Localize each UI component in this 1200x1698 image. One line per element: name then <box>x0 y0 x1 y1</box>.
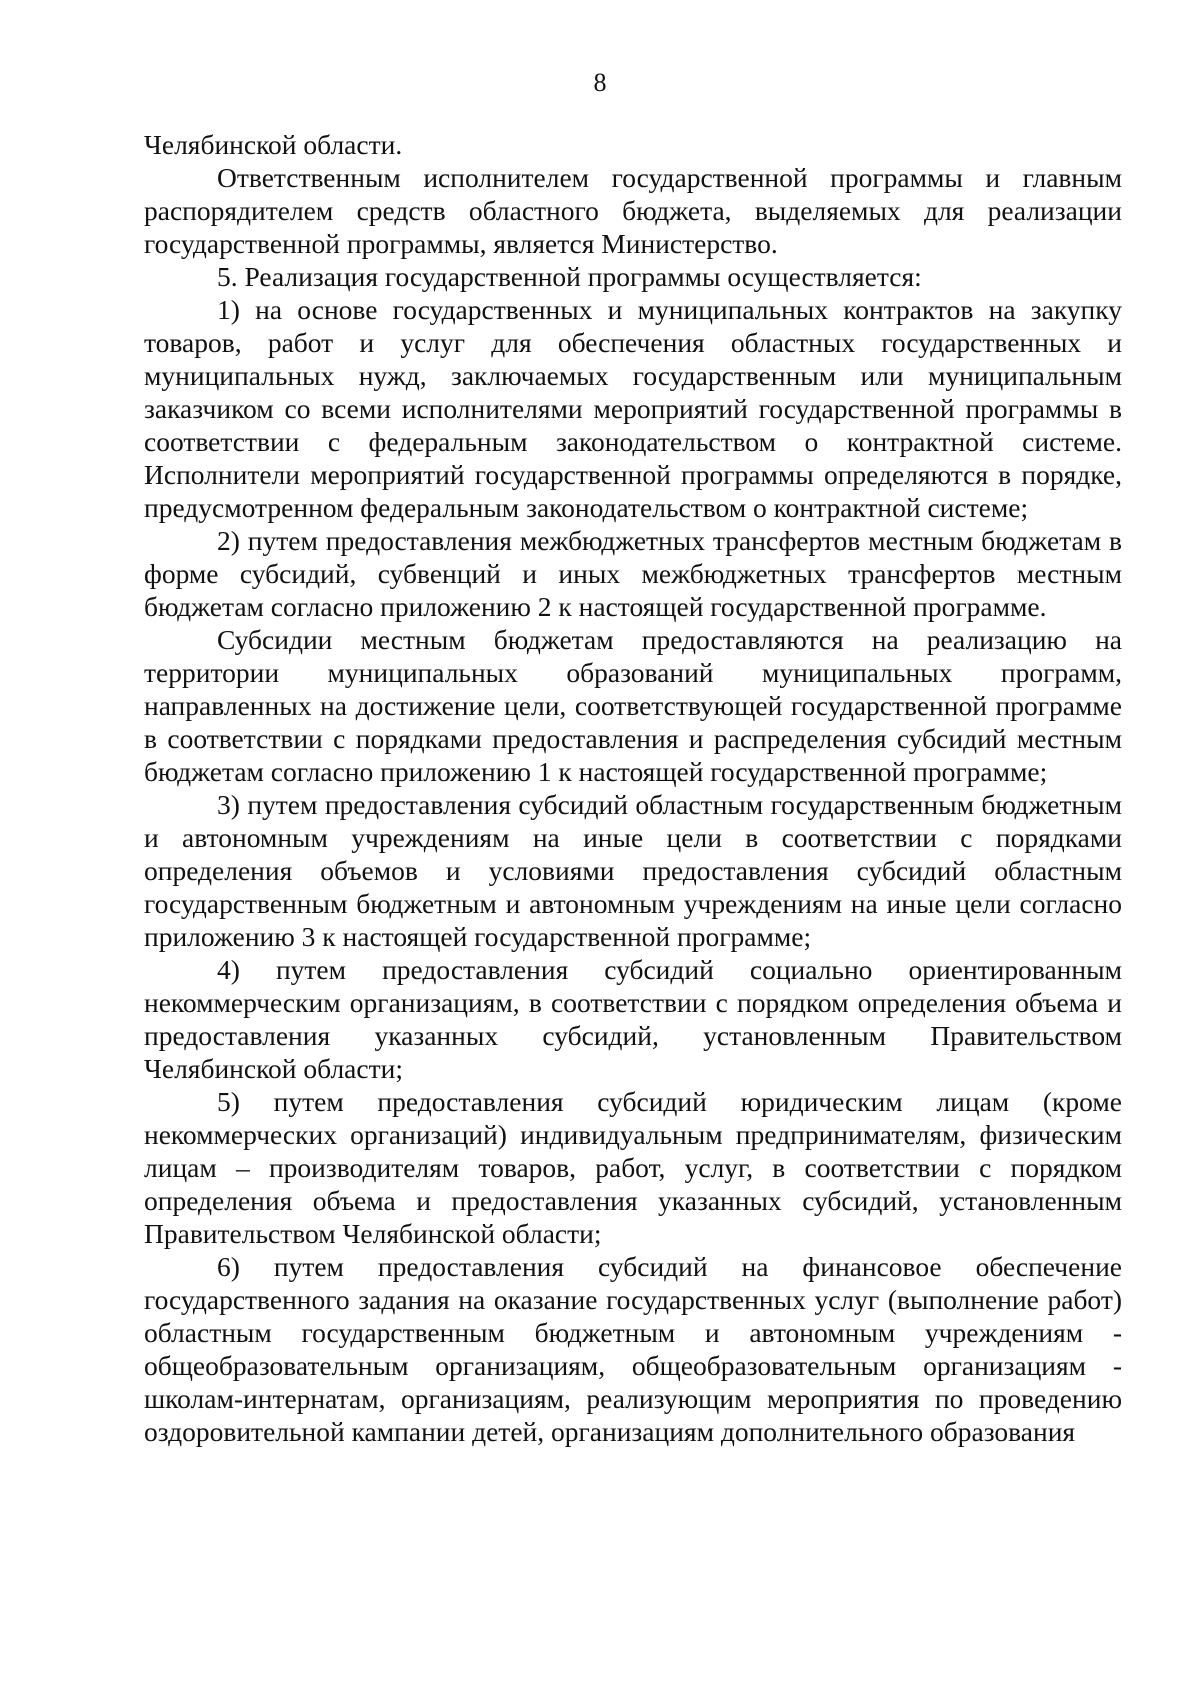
page-number: 8 <box>593 68 607 97</box>
paragraph-item-1: 1) на основе государственных и муниципальных контрактов на закупку товаров, работ и услуг для обеспечения областных государственных и муниципальных нужд, заключаемых государственным или муниципальным заказчиком со всеми исполнителями мероприятий государственной программы в соответствии с федеральным законодательством о контрактной системе. Исполнители мероприятий государственной программы определяются в порядке, предусмотренном федеральным законодательством о контрактной системе; <box>144 294 1122 523</box>
document-body <box>144 128 1122 1448</box>
paragraph-item-6: 6) путем предоставления субсидий на финансовое обеспечение государственного задания на оказание государственных услуг (выполнение работ) областным государственным бюджетным и автономным учреждениям - общеобразовательным организациям, общеобразовательным организациям - школам-интернатам, организациям, реализующим мероприятия по проведению оздоровительной кампании детей, организациям дополнительного образования <box>144 1251 1122 1447</box>
paragraph-item-3: 3) путем предоставления субсидий областным государственным бюджетным и автономным учреждениям на иные цели в соответствии с порядками определения объемов и условиями предоставления субсидий областным государственным бюджетным и автономным учреждениям на иные цели согласно приложению 3 к настоящей государственной программе; <box>144 789 1122 952</box>
paragraph-item-5: 5) путем предоставления субсидий юридическим лицам (кроме некоммерческих организаций) индивидуальным предпринимателям, физическим лицам – производителям товаров, работ, услуг, в соответствии с порядком определения объема и предоставления указанных субсидий, установленным Правительством Челябинской области; <box>144 1086 1122 1249</box>
paragraph-section-5: 5. Реализация государственной программы осуществляется: <box>217 261 922 292</box>
paragraph-continuation: Челябинской области. <box>144 129 403 160</box>
paragraph-responsible-executor: Ответственным исполнителем государственной программы и главным распорядителем средств областного бюджета, выделяемых для реализации государственной программы, является Министерство. <box>144 162 1122 259</box>
paragraph-subsidies-local: Субсидии местным бюджетам предоставляются на реализацию на территории муниципальных образований муниципальных программ, направленных на достижение цели, соответствующей государственной программе в соответствии с порядками предоставления и распределения субсидий местным бюджетам согласно приложению 1 к настоящей государственной программе; <box>144 624 1122 787</box>
paragraph-item-2: 2) путем предоставления межбюджетных трансфертов местным бюджетам в форме субсидий, субвенций и иных межбюджетных трансфертов местным бюджетам согласно приложению 2 к настоящей государственной программе. <box>144 525 1122 622</box>
paragraph-item-4: 4) путем предоставления субсидий социально ориентированным некоммерческим организациям, в соответствии с порядком определения объема и предоставления указанных субсидий, установленным Правительством Челябинской области; <box>144 954 1122 1084</box>
